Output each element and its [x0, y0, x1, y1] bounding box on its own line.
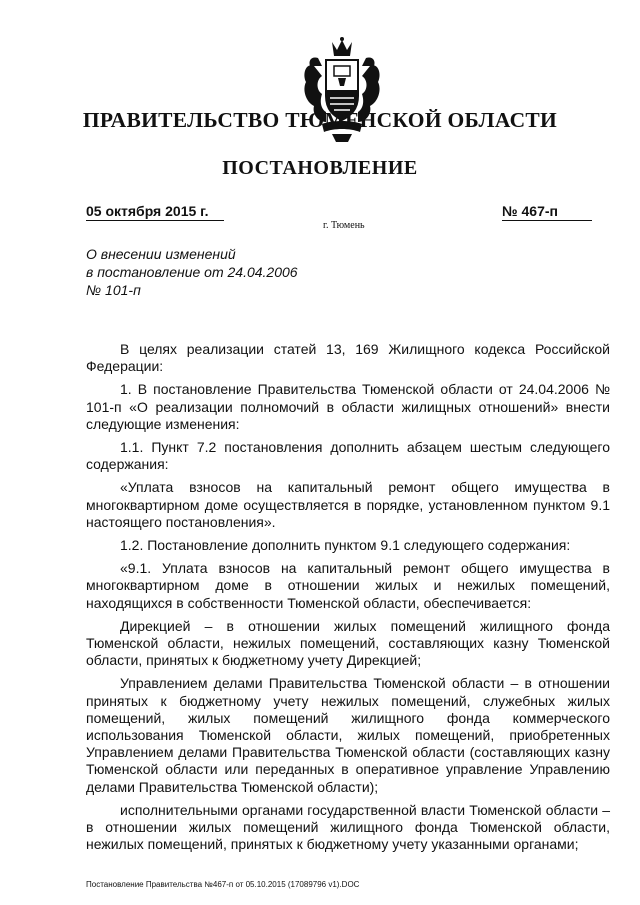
subject-line: О внесении изменений [86, 246, 236, 262]
document-city: г. Тюмень [323, 220, 365, 231]
body-paragraph: исполнительными органами государственной власти Тюменской области – в отношении жилых помещений жилищного фонда Тюменской области, нежилых помещений, принятых к бюджетному учету указанными органами; [86, 801, 610, 853]
document-footer: Постановление Правительства №467-п от 05.10.2015 (17089796 v1).DOC [86, 880, 360, 889]
organization-title: ПРАВИТЕЛЬСТВО ТЮМЕНСКОЙ ОБЛАСТИ [82, 108, 558, 132]
document-subject [86, 245, 298, 299]
subject-line: в постановление от 24.04.2006 [86, 264, 298, 280]
body-paragraph: 1.1. Пункт 7.2 постановления дополнить абзацем шестым следующего содержания: [86, 439, 610, 473]
body-paragraph: 1.2. Постановление дополнить пунктом 9.1 следующего содержания: [120, 537, 571, 554]
document-body [86, 341, 610, 859]
document-date: 05 октября 2015 г. [86, 203, 224, 221]
document-number: № 467-п [502, 203, 592, 221]
body-paragraph: В целях реализации статей 13, 169 Жилищного кодекса Российской Федерации: [86, 341, 610, 375]
body-paragraph: Управлением делами Правительства Тюменской области – в отношении принятых к бюджетному учету нежилых помещений, служебных жилых помещений, жилых помещений жилищного фонда коммерческого использования Тюменской области, жилых помещений, приобретенных Управлением делами Правительства Тюменской области (составляющих казну Тюменской области или переданных в оперативное управление Управлению делами Правительства Тюменской области); [86, 675, 610, 795]
body-paragraph: Дирекцией – в отношении жилых помещений жилищного фонда Тюменской области, нежилых помещений, составляющих казну Тюменской области, принятых к бюджетному учету Дирекцией; [86, 617, 610, 669]
body-paragraph: «9.1. Уплата взносов на капитальный ремонт общего имущества в многоквартирном доме в отношении жилых и нежилых помещений, находящихся в собственности Тюменской области, обеспечивается: [86, 560, 610, 611]
body-paragraph: «Уплата взносов на капитальный ремонт общего имущества в многоквартирном доме осуществляется в порядке, установленном пунктом 9.1 настоящего постановления». [86, 479, 610, 530]
subject-line: № 101-п [86, 282, 141, 298]
body-paragraph: 1. В постановление Правительства Тюменской области от 24.04.2006 № 101-п «О реализации полномочий в области жилищных отношений» внести следующие изменения: [86, 381, 610, 432]
document-type-title: ПОСТАНОВЛЕНИЕ [222, 157, 418, 179]
